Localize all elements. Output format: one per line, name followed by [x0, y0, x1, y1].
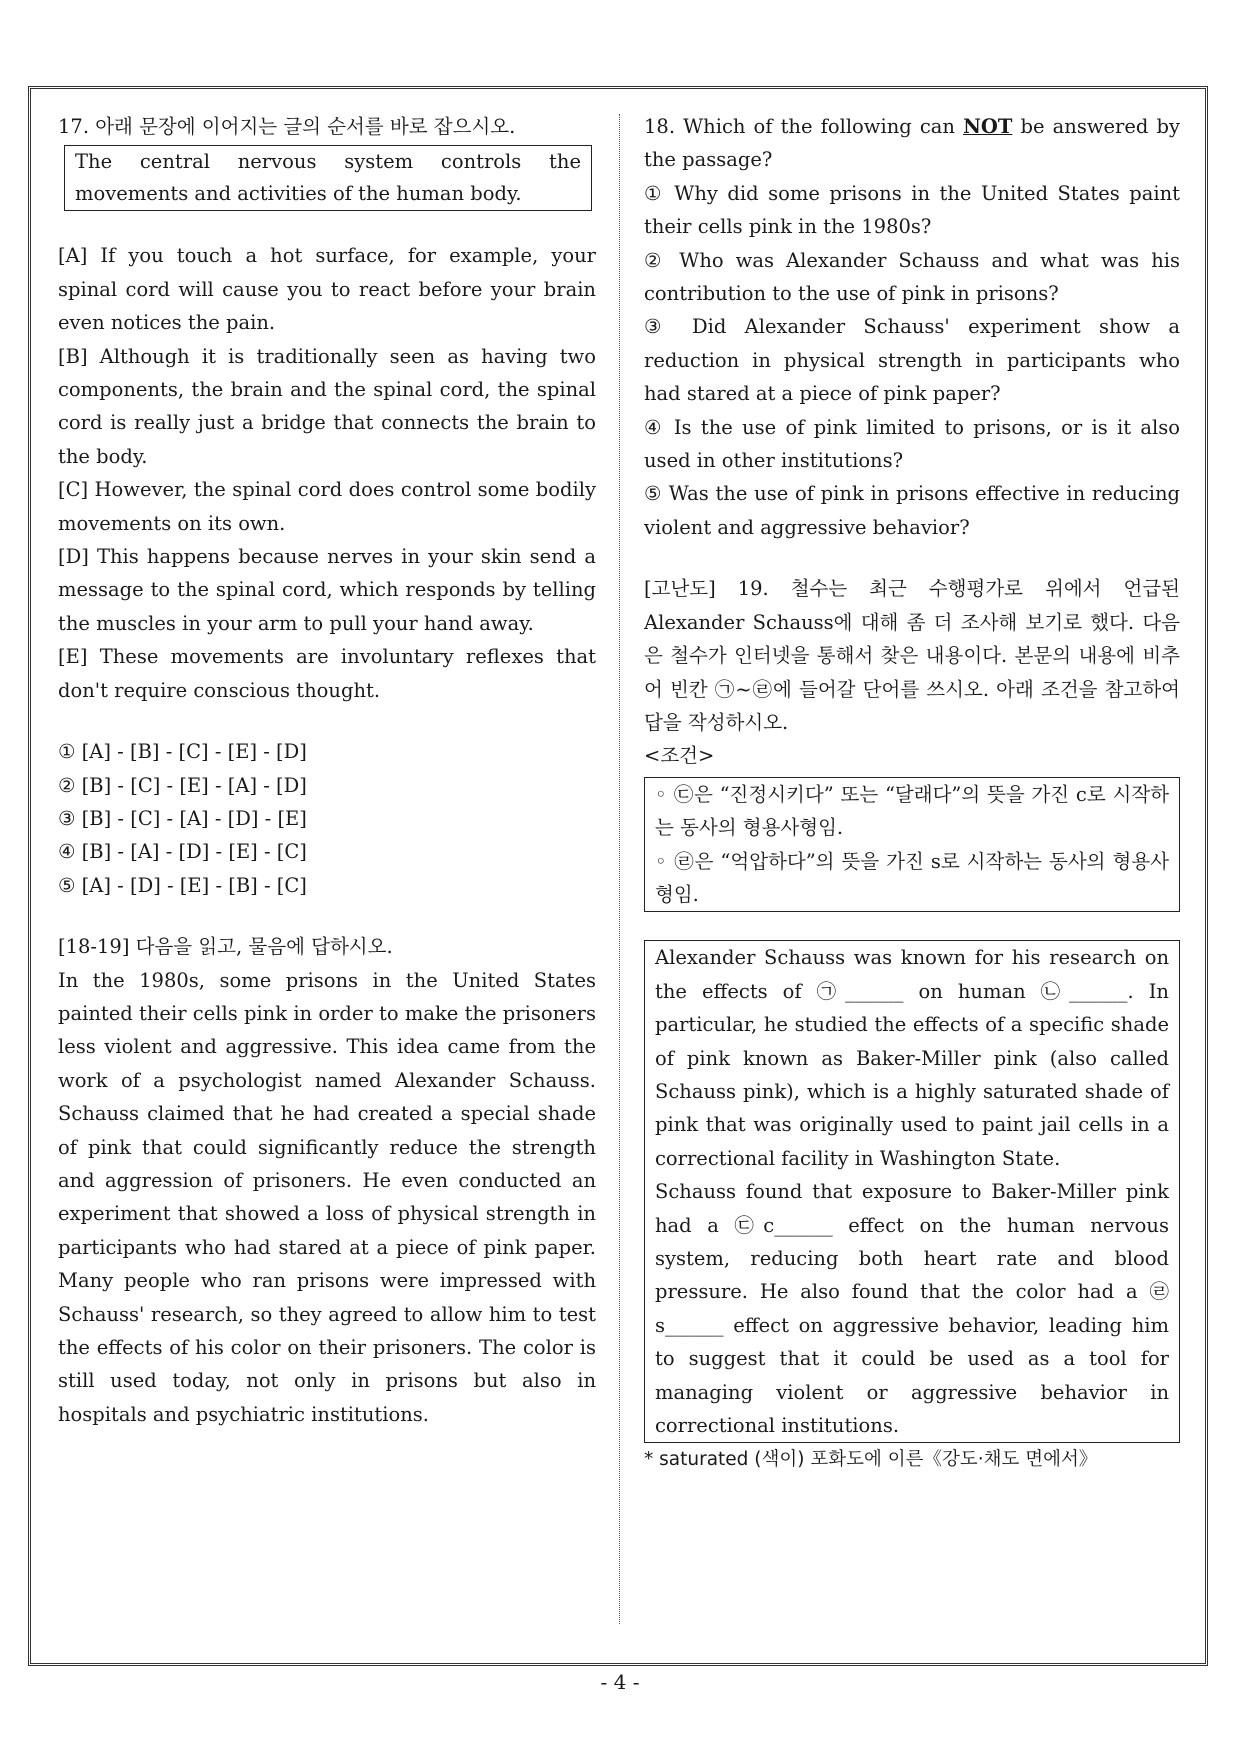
- q18-title-after: be answered by the passage?: [644, 115, 1180, 172]
- q18-title-before: 18. Which of the following can: [644, 115, 964, 138]
- q18-option-4: ④ Is the use of pink limited to prisons, or is it also used in other institutions?: [644, 415, 1180, 473]
- q19-box-paragraph-1: Alexander Schauss was known for his research on the effects of ㉠______ on human ㉡______. In particular, he studied the effects of a specific shade of pink known as Baker-Miller pink (also called Schauss pink), which is a highly saturated shade of pink that was originally used to paint jail cells in a correctional facility in Washington State.: [655, 946, 1169, 1170]
- q19-info-box: [644, 940, 1180, 1443]
- q19-condition-label: <조건>: [644, 744, 715, 768]
- passage-text: In the 1980s, some prisons in the United States painted their cells pink in order to make the prisoners less violent and aggressive. This idea came from the work of a psychologist named Alexander Schauss. Schauss claimed that he had created a special shade of pink that could significantly reduce the strength and aggression of prisoners. He even conducted an experiment that showed a loss of physical strength in participants who had stared at a piece of pink paper. Many people who ran prisons were impressed with Schauss' research, so they agreed to allow him to test the effects of his color on their prisoners. The color is still used today, not only in prisons but also in hospitals and psychiatric institutions.: [58, 968, 596, 1426]
- q18-option-2: ② Who was Alexander Schauss and what was his contribution to the use of pink in prisons?: [644, 248, 1180, 306]
- q19-condition-1: ◦ ㉢은 “진정시키다” 또는 “달래다”의 뜻을 가진 c로 시작하는 동사의 형용사형임.: [655, 782, 1169, 840]
- q17-option-4: ④ [B] - [A] - [D] - [E] - [C]: [58, 840, 307, 864]
- q17-intro-box: [64, 145, 592, 211]
- q17-option-5: ⑤ [A] - [D] - [E] - [B] - [C]: [58, 873, 307, 897]
- column-divider: [619, 114, 620, 1624]
- q17-paragraph-c: [C] However, the spinal cord does control some bodily movements on its own.: [58, 478, 596, 535]
- q17-intro-text: The central nervous system controls the movements and activities of the human body.: [75, 150, 581, 206]
- q17-option-1: ① [A] - [B] - [C] - [E] - [D]: [58, 740, 307, 764]
- left-column: [58, 110, 596, 1431]
- passage-heading: [18-19] 다음을 읽고, 물음에 답하시오.: [58, 935, 393, 959]
- q18-option-3: ③ Did Alexander Schauss' experiment show a reduction in physical strength in participants who had stared at a piece of pink paper?: [644, 315, 1180, 406]
- q17-option-2: ② [B] - [C] - [E] - [A] - [D]: [58, 773, 307, 797]
- q18-title: [644, 110, 1180, 177]
- q19-footnote: * saturated (색이) 포화도에 이른《강도·채도 면에서》: [644, 1449, 1098, 1471]
- q19-condition-2: ◦ ㉣은 “억압하다”의 뜻을 가진 s로 시작하는 동사의 형용사형임.: [655, 849, 1169, 906]
- q19-prompt: [고난도] 19. 철수는 최근 수행평가로 위에서 언급된 Alexander Schauss에 대해 좀 더 조사해 보기로 했다. 다음은 철수가 인터넷을 통해서 찾은 내용이다. 본문의 내용에 비추어 빈칸 ㉠~㉣에 들어갈 단어를 쓰시오. 아래 조건을 참고하여 답을 작성하시오.: [644, 577, 1180, 734]
- q17-paragraph-e: [E] These movements are involuntary reflexes that don't require conscious thought.: [58, 645, 596, 702]
- q19-condition-box: [644, 777, 1180, 913]
- q18-title-emphasis: NOT: [963, 115, 1013, 138]
- q18-option-1: ① Why did some prisons in the United States paint their cells pink in the 1980s?: [644, 181, 1180, 239]
- page-number: - 4 -: [600, 1670, 640, 1694]
- q17-title: 17. 아래 문장에 이어지는 글의 순서를 바로 잡으시오.: [58, 115, 516, 138]
- q17-paragraph-b: [B] Although it is traditionally seen as having two components, the brain and the spinal cord, the spinal cord is really just a bridge that connects the brain to the body.: [58, 344, 596, 468]
- q17-paragraph-a: [A] If you touch a hot surface, for example, your spinal cord will cause you to react before your brain even notices the pain.: [58, 244, 596, 335]
- q18-option-5: ⑤ Was the use of pink in prisons effective in reducing violent and aggressive behavior?: [644, 482, 1180, 539]
- q19-box-paragraph-2: Schauss found that exposure to Baker-Miller pink had a ㉢c______ effect on the human nervous system, reducing both heart rate and blood pressure. He also found that the color had a ㉣s______ effect on aggressive behavior, leading him to suggest that it could be used as a tool for managing violent or aggressive behavior in correctional institutions.: [655, 1180, 1169, 1438]
- q17-paragraph-d: [D] This happens because nerves in your skin send a message to the spinal cord, which responds by telling the muscles in your arm to pull your hand away.: [58, 545, 596, 635]
- q17-option-3: ③ [B] - [C] - [A] - [D] - [E]: [58, 806, 307, 830]
- right-column: [644, 110, 1180, 1477]
